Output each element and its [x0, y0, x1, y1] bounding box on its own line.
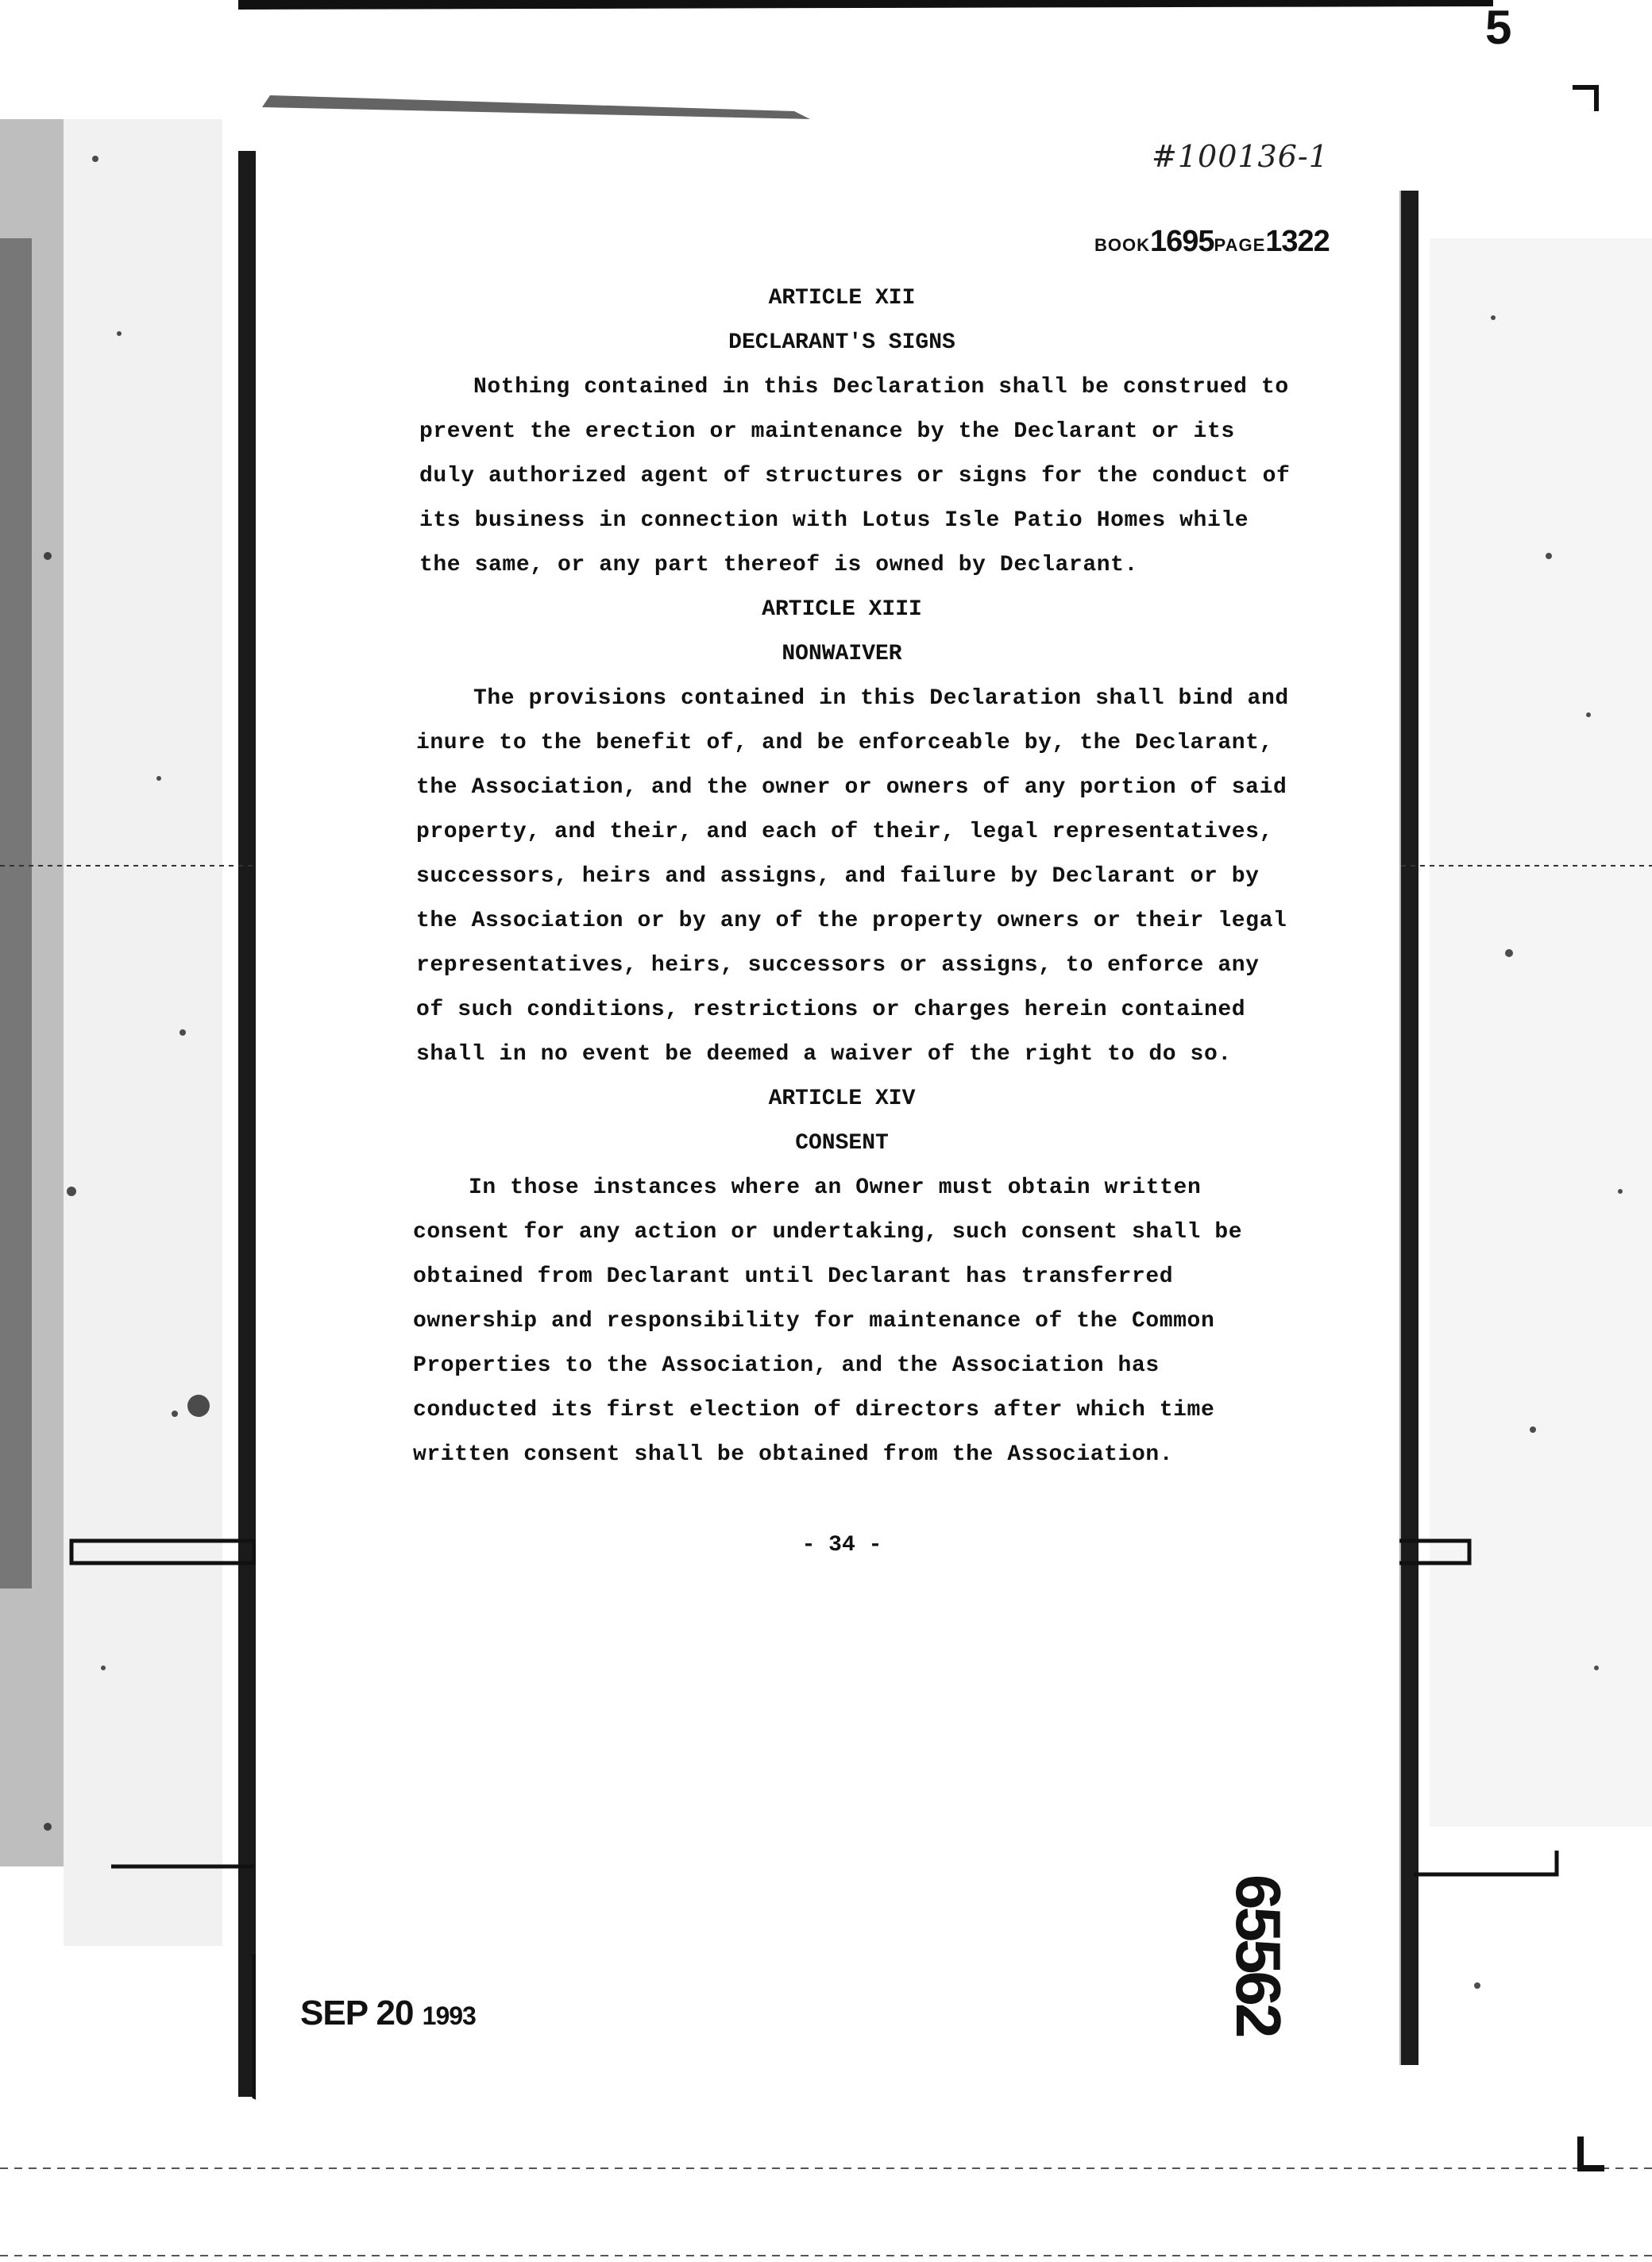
text-line: property, and their, and each of their, legal representatives, — [416, 820, 1273, 844]
handwritten-reference: #100136-1 — [1152, 139, 1329, 174]
recording-date-stamp — [300, 1994, 476, 2033]
article-heading: ARTICLE XIV — [768, 1087, 916, 1111]
text-line: of such conditions, restrictions or charges herein contained — [416, 998, 1246, 1022]
text-line: successors, heirs and assigns, and failure by Declarant or by — [416, 864, 1260, 889]
text-line: the Association, and the owner or owners of any portion of said — [416, 775, 1287, 800]
article-title: DECLARANT'S SIGNS — [728, 330, 955, 355]
text-line: obtained from Declarant until Declarant has transferred — [413, 1264, 1174, 1289]
text-line: the same, or any part thereof is owned by Declarant. — [419, 553, 1138, 577]
page-number-ref: 1322 — [1265, 225, 1330, 258]
text-line: shall in no event be deemed a waiver of the right to do so. — [416, 1042, 1232, 1067]
text-line: duly authorized agent of structures or signs for the conduct of — [419, 464, 1291, 488]
book-number: 1695 — [1150, 225, 1214, 258]
text-line: ownership and responsibility for maintenance of the Common — [413, 1309, 1215, 1334]
stamp-year: 1993 — [422, 2001, 476, 2030]
book-page-reference — [1094, 225, 1330, 259]
text-line: The provisions contained in this Declaration shall bind and — [473, 686, 1289, 711]
text-line: written consent shall be obtained from the Association. — [413, 1442, 1174, 1467]
text-line: Properties to the Association, and the Association has — [413, 1353, 1160, 1378]
article-heading: ARTICLE XIII — [762, 597, 922, 622]
corner-mark: 5 — [1485, 1, 1512, 54]
text-line: In those instances where an Owner must obtain written — [469, 1175, 1202, 1200]
page-label: PAGE — [1214, 235, 1266, 255]
page-number: - 34 - — [801, 1533, 882, 1558]
stamp-date: SEP 20 — [300, 1994, 414, 2032]
text-line: its business in connection with Lotus Isle Patio Homes while — [419, 508, 1249, 533]
text-line: Nothing contained in this Declaration shall be construed to — [473, 375, 1289, 400]
text-line: inure to the benefit of, and be enforceable by, the Declarant, — [416, 731, 1273, 755]
text-line: prevent the erection or maintenance by the Declarant or its — [419, 419, 1235, 444]
book-label: BOOK — [1094, 235, 1150, 255]
text-line: consent for any action or undertaking, such consent shall be — [413, 1220, 1243, 1245]
text-line: the Association or by any of the property owners or their legal — [416, 909, 1287, 933]
document-number-stamp: 65562 — [1223, 1874, 1294, 2036]
article-title: CONSENT — [795, 1131, 889, 1156]
text-line: representatives, heirs, successors or assigns, to enforce any — [416, 953, 1260, 978]
text-line: conducted its first election of directors after which time — [413, 1398, 1215, 1422]
article-heading: ARTICLE XII — [768, 286, 916, 311]
article-title: NONWAIVER — [782, 642, 902, 666]
